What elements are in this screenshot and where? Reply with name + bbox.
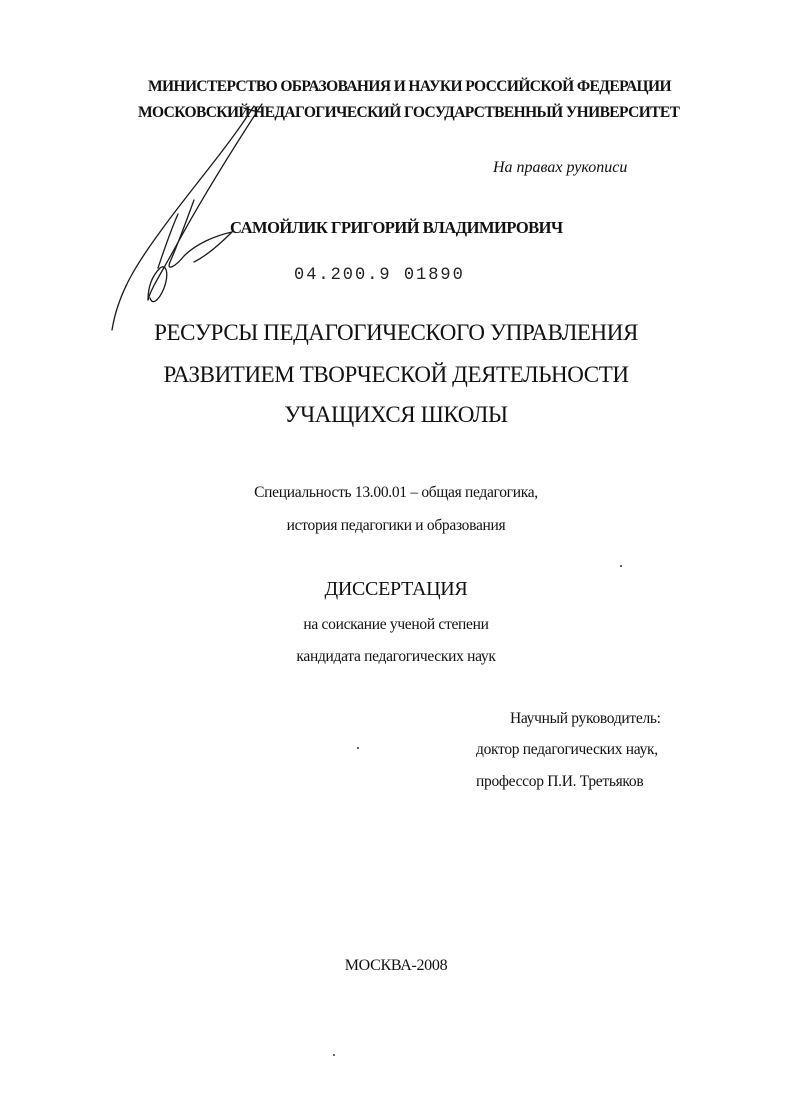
registration-stamp: 04.200.9 01890	[294, 265, 465, 286]
specialty-line-1: Специальность 13.00.01 – общая педагогика,	[254, 484, 538, 501]
author-name: САМОЙЛИК ГРИГОРИЙ ВЛАДИМИРОВИЧ	[230, 218, 563, 237]
city-year: МОСКВА-2008	[344, 957, 448, 974]
degree-line-1: на соискание ученой степени	[303, 616, 489, 633]
supervisor-label: Научный руководитель:	[510, 710, 661, 727]
thesis-title-line-1: РЕСУРСЫ ПЕДАГОГИЧЕСКОГО УПРАВЛЕНИЯ	[154, 320, 638, 345]
supervisor-name: профессор П.И. Третьяков	[476, 773, 644, 790]
university-name: МОСКОВСКИЙ ПЕДАГОГИЧЕСКИЙ ГОСУДАРСТВЕННЫЙ УНИВЕРСИТЕТ	[138, 104, 680, 121]
manuscript-rights-note: На правах рукописи	[493, 159, 628, 176]
thesis-title-line-2: РАЗВИТИЕМ ТВОРЧЕСКОЙ ДЕЯТЕЛЬНОСТИ	[163, 362, 629, 387]
ministry-name: МИНИСТЕРСТВО ОБРАЗОВАНИЯ И НАУКИ РОССИЙСКОЙ ФЕДЕРАЦИИ	[148, 78, 671, 95]
scan-speck	[620, 565, 622, 567]
document-type: ДИССЕРТАЦИЯ	[324, 578, 468, 600]
scan-speck	[333, 1054, 335, 1056]
scan-speck	[357, 747, 359, 749]
supervisor-degree: доктор педагогических наук,	[476, 741, 658, 758]
specialty-line-2: история педагогики и образования	[286, 517, 506, 534]
degree-line-2: кандидата педагогических наук	[296, 648, 496, 665]
thesis-title-line-3: УЧАЩИХСЯ ШКОЛЫ	[284, 402, 508, 427]
